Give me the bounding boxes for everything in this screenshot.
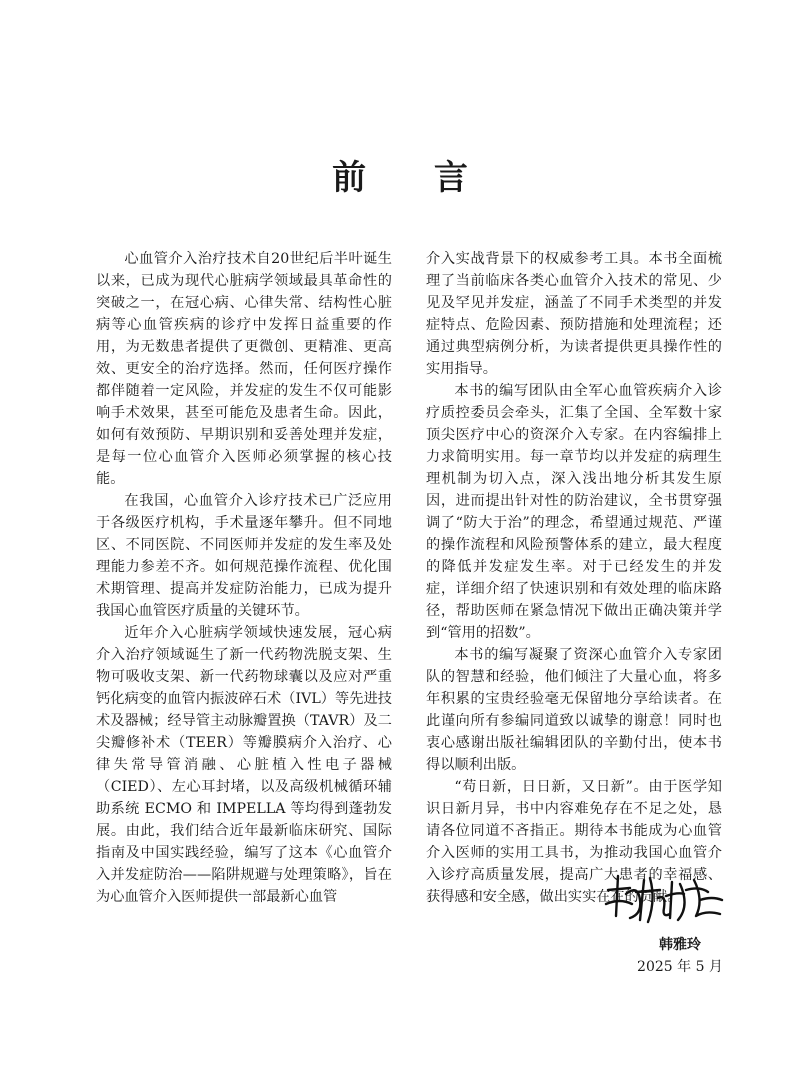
body-columns xyxy=(96,248,722,908)
left-column xyxy=(96,248,392,908)
page-title: 前 言 xyxy=(332,158,496,198)
date: 2025 年 5 月 xyxy=(637,959,723,975)
paragraph-continued: 介入实战背景下的权威参考工具。本书全面梳理了当前临床各类心血管介入技术的常见、少见及罕见并发症，涵盖了不同手术类型的并发症特点、危险因素、预防措施和处理流程；还通过典型病例分析，为读者提供更具操作性的实用指导。 xyxy=(426,251,722,377)
handwritten-signature xyxy=(600,870,730,926)
paragraph: 心血管介入治疗技术自20世纪后半叶诞生以来，已成为现代心脏病学领域最具革命性的突破之一，在冠心病、心律失常、结构性心脏病等心血管疾病的诊疗中发挥日益重要的作用，为无数患者提供了更微创、更精准、更高效、更安全的治疗选择。然而，任何医疗操作都伴随着一定风险，并发症的发生不仅可能影响手术效果，甚至可能危及患者生命。因此，如何有效预防、早期识别和妥善处理并发症，是每一位心血管介入医师必须掌握的核心技能。 xyxy=(96,251,392,487)
paragraph: “苟日新，日日新，又日新”。由于医学知识日新月异，书中内容难免存在不足之处，恳请各位同道不吝指正。期待本书能成为心血管介入医师的实用工具书，为推动我国心血管介入诊疗高质量发展，提高广大患者的幸福感、获得感和安全感，做出实实在在的贡献。 xyxy=(426,779,722,905)
paragraph: 近年介入心脏病学领域快速发展，冠心病介入治疗领域诞生了新一代药物洗脱支架、生物可吸收支架、新一代药物球囊以及应对严重钙化病变的血管内振波碎石术（IVL）等先进技术及器械；经导管主动脉瓣置换（TAVR）及二尖瓣修补术（TEER）等瓣膜病介入治疗、心律失常导管消融、心脏植入性电子器械（CIED）、左心耳封堵，以及高级机械循环辅助系统 ECMO 和 IMPELLA 等均得到蓬勃发展。由此，我们结合近年最新临床研究、国际指南及中国实践经验，编写了这本《心血管介入并发症防治——陷阱规避与处理策略》，旨在为心血管介入医师提供一部最新心血管 xyxy=(96,625,392,905)
author-name: 韩雅玲 xyxy=(659,937,701,953)
paragraph: 在我国，心血管介入诊疗技术已广泛应用于各级医疗机构，手术量逐年攀升。但不同地区、不同医院、不同医师并发症的发生率及处理能力参差不齐。如何规范操作流程、优化围术期管理、提高并发症防治能力，已成为提升我国心血管医疗质量的关键环节。 xyxy=(96,493,392,619)
paragraph: 本书的编写团队由全军心血管疾病介入诊疗质控委员会牵头，汇集了全国、全军数十家顶尖医疗中心的资深介入专家。在内容编排上力求简明实用。每一章节均以并发症的病理生理机制为切入点，深入浅出地分析其发生原因，进而提出针对性的防治建议，全书贯穿强调了“防大于治”的理念，希望通过规范、严谨的操作流程和风险预警体系的建立，最大程度的降低并发症发生率。对于已经发生的并发症，详细介绍了快速识别和有效处理的临床路径，帮助医师在紧急情况下做出正确决策并学到“管用的招数”。 xyxy=(426,383,722,641)
paragraph: 本书的编写凝聚了资深心血管介入专家团队的智慧和经验，他们倾注了大量心血，将多年积累的宝贵经验毫无保留地分享给读者。在此谨向所有参编同道致以诚挚的谢意！同时也衷心感谢出版社编辑团队的辛勤付出，使本书得以顺利出版。 xyxy=(426,647,722,773)
right-column xyxy=(426,248,722,908)
signature-block xyxy=(590,870,740,978)
